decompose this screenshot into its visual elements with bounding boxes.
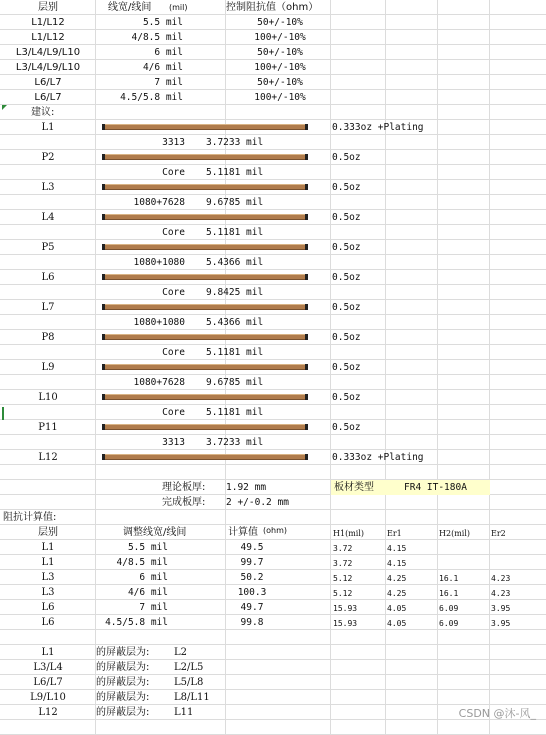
- header-width: 线宽/线间: [108, 2, 152, 13]
- spec-impedance: 100+/-10%: [254, 32, 306, 43]
- grid-row: [0, 105, 546, 120]
- finish-thickness-value: 2 +/-0.2 mm: [226, 497, 289, 508]
- calc-h1: 5.12: [333, 589, 353, 598]
- calc-h1: 15.93: [333, 619, 358, 628]
- grid-row: [0, 630, 546, 645]
- calc-er2: 4.23: [491, 589, 511, 598]
- stackup-layer-name: L10: [38, 392, 58, 403]
- cell-marker: [2, 105, 7, 110]
- stackup-layer-name: L6: [41, 272, 55, 283]
- dielectric-material: 1080+7628: [133, 377, 185, 388]
- copper-layer-bar: [102, 184, 308, 190]
- copper-layer-bar: [102, 304, 308, 310]
- calc-value: 49.7: [240, 602, 264, 613]
- spec-width: 6 mil: [154, 47, 183, 58]
- stackup-copper: 0.5oz: [332, 212, 361, 223]
- calc-value: 50.2: [240, 572, 264, 583]
- spec-width: 4/6 mil: [142, 62, 183, 73]
- copper-layer-bar: [102, 454, 308, 460]
- shield-reference: L8/L11: [174, 692, 210, 703]
- stackup-layer-name: L9: [41, 362, 55, 373]
- spec-impedance: 100+/-10%: [254, 92, 306, 103]
- grid-column-line: [437, 0, 438, 735]
- shield-layer: L9/L10: [30, 692, 66, 703]
- shield-label: 的屏蔽层为:: [96, 692, 150, 703]
- calc-layer: L6: [41, 617, 55, 628]
- shield-layer: L6/L7: [33, 677, 63, 688]
- shield-layer: L12: [38, 707, 58, 718]
- copper-layer-bar: [102, 334, 308, 340]
- stackup-copper: 0.5oz: [332, 302, 361, 313]
- spec-layer: L3/L4/L9/L10: [15, 47, 81, 58]
- spec-width: 4/8.5 mil: [131, 32, 183, 43]
- calc-er1: 4.15: [387, 544, 407, 553]
- calc-h1: 15.93: [333, 604, 358, 613]
- header-width-unit: (mil): [169, 3, 188, 12]
- calc-header-width: 调整线宽/线间: [123, 527, 187, 538]
- stackup-layer-name: P2: [41, 152, 55, 163]
- finish-thickness-label: 完成板厚:: [162, 497, 206, 508]
- stackup-copper: 0.5oz: [332, 242, 361, 253]
- copper-layer-bar: [102, 424, 308, 430]
- calc-er2: 3.95: [491, 604, 511, 613]
- theory-thickness-value: 1.92 mm: [226, 482, 267, 493]
- stackup-copper: 0.333oz +Plating: [332, 122, 424, 133]
- stackup-layer-name: P11: [38, 422, 58, 433]
- spec-layer: L1/L12: [31, 32, 65, 43]
- grid-column-line: [330, 0, 331, 735]
- copper-layer-bar: [102, 154, 308, 160]
- spec-layer: L3/L4/L9/L10: [15, 62, 81, 73]
- stackup-layer-name: L3: [41, 182, 55, 193]
- calc-er1: 4.15: [387, 559, 407, 568]
- calc-layer: L3: [41, 587, 55, 598]
- calc-h2: 16.1: [439, 574, 459, 583]
- calc-width: 4.5/5.8 mil: [105, 617, 168, 628]
- calc-title: 阻抗计算值:: [3, 512, 57, 523]
- shield-label: 的屏蔽层为:: [96, 677, 150, 688]
- stackup-copper: 0.5oz: [332, 272, 361, 283]
- calc-value: 100.3: [237, 587, 267, 598]
- material-label: 板材类型: [334, 482, 374, 493]
- dielectric-thickness: 3.7233 mil: [206, 137, 264, 148]
- stackup-layer-name: L1: [41, 122, 55, 133]
- theory-thickness-label: 理论板厚:: [162, 482, 206, 493]
- spec-impedance: 50+/-10%: [257, 77, 303, 88]
- calc-er1: 4.25: [387, 574, 407, 583]
- dielectric-material: Core: [162, 227, 185, 238]
- dielectric-material: 3313: [162, 137, 185, 148]
- header-layer: 层别: [38, 2, 58, 13]
- calc-h1: 5.12: [333, 574, 353, 583]
- calc-width: 6 mil: [139, 572, 168, 583]
- dielectric-material: 1080+1080: [133, 317, 185, 328]
- copper-layer-bar: [102, 214, 308, 220]
- spec-width: 5.5 mil: [142, 17, 183, 28]
- stackup-copper: 0.5oz: [332, 182, 361, 193]
- dielectric-material: 1080+1080: [133, 257, 185, 268]
- dielectric-thickness: 5.1181 mil: [206, 167, 264, 178]
- spec-layer: L1/L12: [31, 17, 65, 28]
- copper-layer-bar: [102, 274, 308, 280]
- calc-h1: 3.72: [333, 544, 353, 553]
- cell-marker: [2, 407, 4, 420]
- calc-header-value-unit: (ohm): [263, 526, 287, 535]
- shield-label: 的屏蔽层为:: [96, 662, 150, 673]
- calc-header-h1: H1(mil): [333, 529, 365, 538]
- dielectric-thickness: 9.6785 mil: [206, 197, 264, 208]
- spec-layer: L6/L7: [34, 77, 62, 88]
- dielectric-material: Core: [162, 167, 185, 178]
- calc-header-h2: H2(mil): [439, 529, 471, 538]
- calc-er1: 4.05: [387, 619, 407, 628]
- calc-width: 5.5 mil: [127, 542, 168, 553]
- dielectric-material: Core: [162, 407, 185, 418]
- calc-value: 99.8: [240, 617, 264, 628]
- dielectric-thickness: 9.6785 mil: [206, 377, 264, 388]
- stackup-copper: 0.5oz: [332, 152, 361, 163]
- shield-layer: L1: [41, 647, 55, 658]
- calc-header-er2: Er2: [491, 529, 506, 538]
- stackup-layer-name: L7: [41, 302, 55, 313]
- calc-header-value: 计算值: [228, 527, 258, 538]
- calc-h1: 3.72: [333, 559, 353, 568]
- dielectric-thickness: 3.7233 mil: [206, 437, 264, 448]
- spec-impedance: 100+/-10%: [254, 62, 306, 73]
- spec-width: 4.5/5.8 mil: [120, 92, 183, 103]
- shield-label: 的屏蔽层为:: [96, 647, 150, 658]
- copper-layer-bar: [102, 394, 308, 400]
- stackup-copper: 0.333oz +Plating: [332, 452, 424, 463]
- calc-er2: 3.95: [491, 619, 511, 628]
- dielectric-material: Core: [162, 347, 185, 358]
- stackup-layer-name: L4: [41, 212, 55, 223]
- dielectric-material: 3313: [162, 437, 185, 448]
- calc-h2: 16.1: [439, 589, 459, 598]
- material-value: FR4 IT-180A: [404, 482, 467, 493]
- calc-header-layer: 层别: [38, 527, 58, 538]
- spec-layer: L6/L7: [34, 92, 62, 103]
- calc-h2: 6.09: [439, 604, 459, 613]
- stackup-copper: 0.5oz: [332, 422, 361, 433]
- calc-er2: 4.23: [491, 574, 511, 583]
- copper-layer-bar: [102, 244, 308, 250]
- calc-width: 4/8.5 mil: [116, 557, 168, 568]
- calc-value: 99.7: [240, 557, 264, 568]
- dielectric-thickness: 5.1181 mil: [206, 407, 264, 418]
- calc-width: 4/6 mil: [127, 587, 168, 598]
- spec-impedance: 50+/-10%: [257, 47, 303, 58]
- grid-row: [0, 465, 546, 480]
- dielectric-thickness: 5.4366 mil: [206, 257, 264, 268]
- calc-er1: 4.05: [387, 604, 407, 613]
- watermark: CSDN @沐-风_: [458, 707, 536, 720]
- calc-er1: 4.25: [387, 589, 407, 598]
- calc-layer: L1: [41, 557, 55, 568]
- shield-reference: L11: [174, 707, 194, 718]
- calc-layer: L6: [41, 602, 55, 613]
- stackup-layer-name: P5: [41, 242, 55, 253]
- dielectric-thickness: 5.4366 mil: [206, 317, 264, 328]
- shield-layer: L3/L4: [33, 662, 63, 673]
- grid-column-line: [385, 0, 386, 735]
- stackup-layer-name: L12: [38, 452, 58, 463]
- copper-layer-bar: [102, 124, 308, 130]
- calc-value: 49.5: [240, 542, 264, 553]
- dielectric-thickness: 5.1181 mil: [206, 227, 264, 238]
- calc-layer: L1: [41, 542, 55, 553]
- grid-row: [0, 720, 546, 735]
- dielectric-material: Core: [162, 287, 185, 298]
- stackup-copper: 0.5oz: [332, 332, 361, 343]
- dielectric-thickness: 9.8425 mil: [206, 287, 264, 298]
- stackup-copper: 0.5oz: [332, 362, 361, 373]
- suggest-label: 建议:: [31, 107, 55, 118]
- dielectric-material: 1080+7628: [133, 197, 185, 208]
- shield-reference: L5/L8: [174, 677, 204, 688]
- calc-h2: 6.09: [439, 619, 459, 628]
- calc-layer: L3: [41, 572, 55, 583]
- spec-width: 7 mil: [154, 77, 183, 88]
- dielectric-thickness: 5.1181 mil: [206, 347, 264, 358]
- stackup-copper: 0.5oz: [332, 392, 361, 403]
- shield-reference: L2: [174, 647, 188, 658]
- shield-reference: L2/L5: [174, 662, 204, 673]
- grid-column-line: [489, 0, 490, 735]
- calc-header-er1: Er1: [387, 529, 402, 538]
- copper-layer-bar: [102, 364, 308, 370]
- spec-impedance: 50+/-10%: [257, 17, 303, 28]
- header-impedance: 控制阻抗值（ohm）: [226, 2, 319, 13]
- calc-width: 7 mil: [139, 602, 168, 613]
- shield-label: 的屏蔽层为:: [96, 707, 150, 718]
- stackup-layer-name: P8: [41, 332, 55, 343]
